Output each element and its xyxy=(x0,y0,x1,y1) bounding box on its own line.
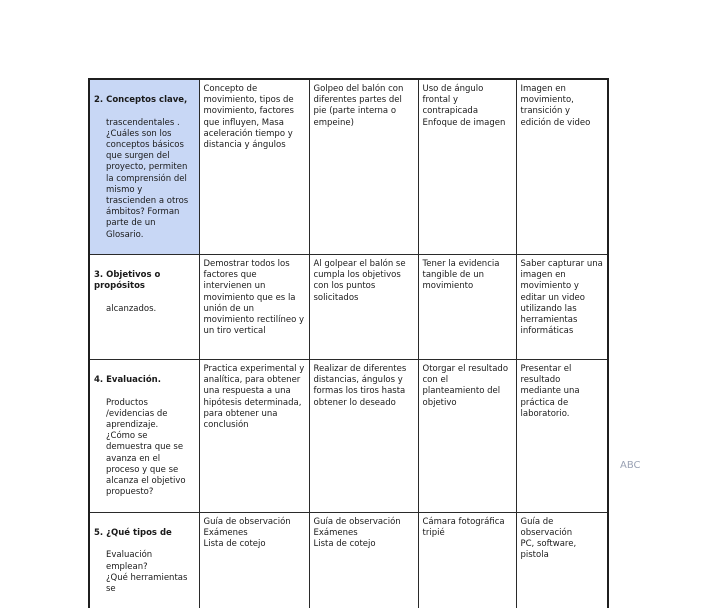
row-header-cell xyxy=(89,360,199,513)
table-row xyxy=(89,79,608,255)
row-header-title: 3. Objetivos o propósitos xyxy=(94,270,161,292)
row-header-title: 2. Conceptos clave, xyxy=(94,95,188,106)
spellcheck-mark: ABC xyxy=(620,460,641,471)
table-cell: Practica experimental y analítica, para obtener una respuesta a una hipótesis determinada, para obtener una conclusión xyxy=(199,360,309,513)
table-cell: Guía de observación PC, software, pistola xyxy=(516,512,608,608)
table-cell: Uso de ángulo frontal y contrapicada Enfoque de imagen xyxy=(418,79,516,255)
row-header-cell xyxy=(89,255,199,360)
table-cell: Demostrar todos los factores que intervienen un movimiento que es la unión de un movimiento rectilíneo y un tiro vertical xyxy=(199,255,309,360)
table-row xyxy=(89,512,608,608)
table-cell: Presentar el resultado mediante una práctica de laboratorio. xyxy=(516,360,608,513)
row-header-title: 5. ¿Qué tipos de xyxy=(94,527,172,538)
row-header-description: alcanzados. xyxy=(106,303,157,314)
table-cell: Cámara fotográfica tripié xyxy=(418,512,516,608)
table-cell: Otorgar el resultado con el planteamiento del objetivo xyxy=(418,360,516,513)
row-header-cell xyxy=(89,512,199,608)
row-header-description: Productos /evidencias de aprendizaje. ¿Cómo se demuestra que se avanza en el proceso y que se alcanza el objetivo propuesto? xyxy=(106,397,186,498)
table-row xyxy=(89,360,608,513)
table-cell: Golpeo del balón con diferentes partes del pie (parte interna o empeine) xyxy=(309,79,418,255)
table-cell: Al golpear el balón se cumpla los objetivos con los puntos solicitados xyxy=(309,255,418,360)
table-cell: Imagen en movimiento, transición y edición de video xyxy=(516,79,608,255)
table-cell: Saber capturar una imagen en movimiento y editar un video utilizando las herramientas informáticas xyxy=(516,255,608,360)
table-row xyxy=(89,255,608,360)
row-header-cell xyxy=(89,79,199,255)
row-header-title: 4. Evaluación. xyxy=(94,375,161,386)
table-cell: Guía de observación Exámenes Lista de cotejo xyxy=(309,512,418,608)
planning-table xyxy=(88,78,609,608)
table-cell: Tener la evidencia tangible de un movimiento xyxy=(418,255,516,360)
table-cell: Concepto de movimiento, tipos de movimiento, factores que influyen, Masa aceleración tiempo y distancia y ángulos xyxy=(199,79,309,255)
row-header-description: trascendentales . ¿Cuáles son los conceptos básicos que surgen del proyecto, permiten la comprensión del mismo y trascienden a otros ámbitos? Forman parte de un Glosario. xyxy=(106,117,189,240)
table-cell: Realizar de diferentes distancias, ángulos y formas los tiros hasta obtener lo deseado xyxy=(309,360,418,513)
row-header-description: Evaluación emplean? ¿Qué herramientas se xyxy=(106,550,188,594)
table-cell: Guía de observación Exámenes Lista de cotejo xyxy=(199,512,309,608)
